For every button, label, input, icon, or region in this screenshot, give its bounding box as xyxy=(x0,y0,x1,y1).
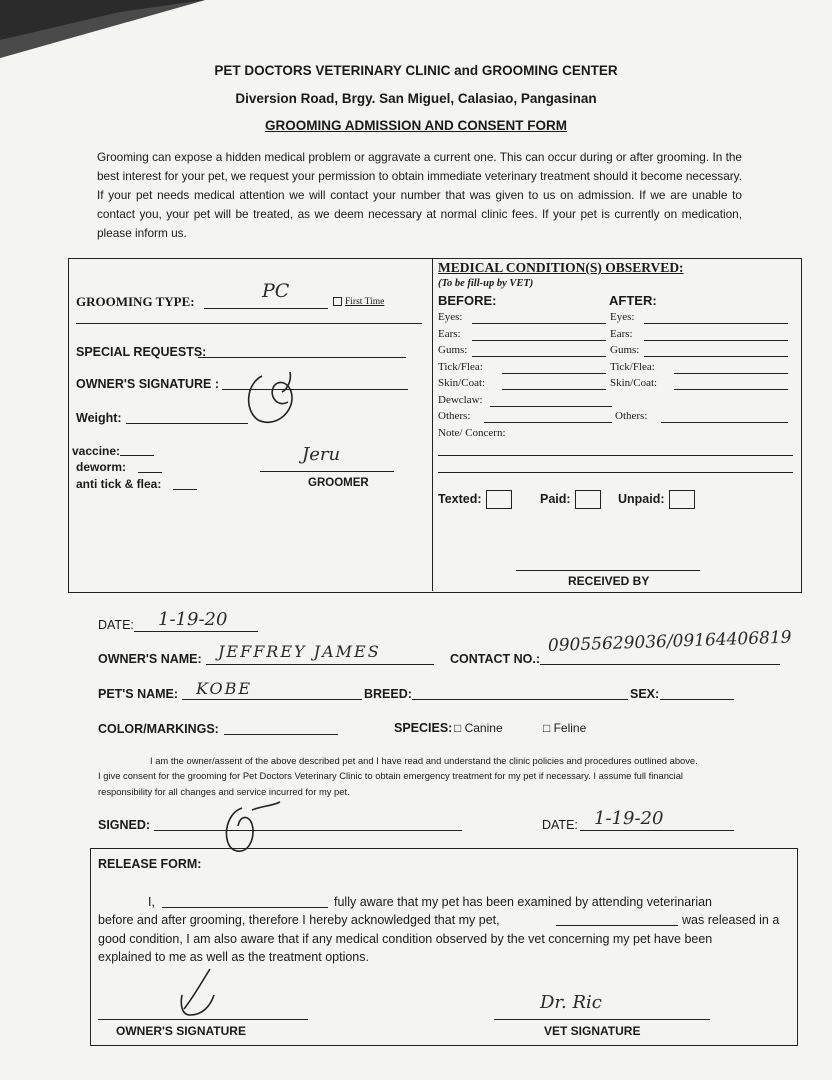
deworm-line[interactable] xyxy=(138,472,162,473)
consent-date-line xyxy=(580,830,734,831)
special-requests-label: SPECIAL REQUESTS: xyxy=(76,345,207,359)
release-pet-line[interactable] xyxy=(556,925,678,926)
texted-label: Texted: xyxy=(438,491,482,506)
after-item-label: Ears: xyxy=(610,328,633,340)
sex-label: SEX: xyxy=(630,687,660,701)
before-item-line[interactable] xyxy=(472,356,606,357)
release-owner-sig-line[interactable] xyxy=(98,1019,308,1020)
special-requests-line[interactable] xyxy=(198,357,406,358)
contact-value[interactable]: 09055629036/09164406819 xyxy=(547,627,792,656)
form-title: GROOMING ADMISSION AND CONSENT FORM xyxy=(265,118,567,133)
vet-signature-value[interactable]: Dr. Ric xyxy=(540,992,602,1013)
unpaid-field xyxy=(618,490,695,509)
after-item-label: Others: xyxy=(615,410,648,422)
owner-name-value[interactable]: JEFFREY JAMES xyxy=(218,642,381,661)
received-by-label: RECEIVED BY xyxy=(568,574,650,588)
consent-line-1: I am the owner/assent of the above described pet and I have read and understand the clinic policies and procedures outlined above. xyxy=(150,755,698,766)
note-line-2[interactable] xyxy=(438,472,793,473)
anti-tick-line[interactable] xyxy=(173,489,197,490)
signed-label: SIGNED: xyxy=(98,818,151,832)
vaccine-line[interactable] xyxy=(120,455,154,456)
contact-label: CONTACT NO.: xyxy=(450,652,541,666)
pet-name-label: PET'S NAME: xyxy=(98,687,179,701)
after-label: AFTER: xyxy=(609,293,657,308)
clinic-name: PET DOCTORS VETERINARY CLINIC and GROOMING CENTER xyxy=(214,63,618,78)
before-item-label: Eyes: xyxy=(438,311,463,323)
owner-signature-label: OWNER'S SIGNATURE : xyxy=(76,377,220,391)
before-item-label: Dewclaw: xyxy=(438,394,483,406)
consent-date-label: DATE: xyxy=(542,818,578,832)
canine-label: Canine xyxy=(464,721,503,735)
owner-signature-scribble xyxy=(240,362,310,430)
release-line-3: good condition, I am also aware that if any medical condition observed by the vet concerning my pet have been xyxy=(98,932,713,946)
after-item-line[interactable] xyxy=(644,340,788,341)
color-label: COLOR/MARKINGS: xyxy=(98,722,219,736)
signed-line[interactable] xyxy=(154,830,462,831)
unpaid-checkbox[interactable] xyxy=(669,490,695,509)
pet-name-value[interactable]: KOBE xyxy=(196,679,253,698)
after-item-line[interactable] xyxy=(661,422,788,423)
after-item-line[interactable] xyxy=(644,323,788,324)
release-owner-sig-label: OWNER'S SIGNATURE xyxy=(116,1024,246,1038)
grooming-type-label: GROOMING TYPE: xyxy=(76,294,195,309)
feline-box: □ xyxy=(543,721,554,735)
canine-option[interactable] xyxy=(454,721,503,735)
after-item-label: Tick/Flea: xyxy=(610,361,655,373)
date-label: DATE: xyxy=(98,618,134,632)
owner-name-label: OWNER'S NAME: xyxy=(98,652,202,666)
before-item-line[interactable] xyxy=(502,389,606,390)
pet-name-line xyxy=(182,699,362,700)
texted-field xyxy=(438,490,512,509)
texted-checkbox[interactable] xyxy=(486,490,512,509)
first-time-checkbox[interactable] xyxy=(333,297,384,307)
groomer-line xyxy=(260,471,394,472)
before-item-label: Gums: xyxy=(438,344,468,356)
after-item-line[interactable] xyxy=(644,356,788,357)
weight-line[interactable] xyxy=(126,423,248,424)
release-title: RELEASE FORM: xyxy=(98,857,202,871)
owner-name-line xyxy=(206,664,434,665)
color-line[interactable] xyxy=(224,734,338,735)
medical-subtitle: (To be fill-up by VET) xyxy=(438,278,534,289)
after-item-label: Skin/Coat: xyxy=(610,377,658,389)
before-item-label: Tick/Flea: xyxy=(438,361,483,373)
vaccine-label: vaccine: xyxy=(72,444,121,458)
deworm-label: deworm: xyxy=(76,460,127,474)
vet-signature-label: VET SIGNATURE xyxy=(544,1024,641,1038)
anti-tick-label: anti tick & flea: xyxy=(76,477,162,491)
medical-title: MEDICAL CONDITION(S) OBSERVED: xyxy=(438,260,684,275)
release-line-4: explained to me as well as the treatment options. xyxy=(98,950,369,964)
box-divider xyxy=(432,259,433,591)
canine-box: □ xyxy=(454,721,465,735)
grooming-extra-line xyxy=(76,323,422,324)
after-item-label: Gums: xyxy=(610,344,640,356)
unpaid-label: Unpaid: xyxy=(618,491,665,506)
date-value[interactable]: 1-19-20 xyxy=(158,609,228,630)
release-owner-scribble xyxy=(170,965,230,1020)
feline-option[interactable] xyxy=(543,721,586,735)
before-item-line[interactable] xyxy=(472,340,606,341)
paid-field xyxy=(540,490,601,509)
first-time-box[interactable] xyxy=(333,297,342,306)
intro-paragraph: Grooming can expose a hidden medical problem or aggravate a current one. This can occur during or after grooming. In the best interest for your pet, we request your permission to obtain immediate veterinary treatment should it become necessary. If your pet needs medical attention we will contact your number that was given to us on admission. If we are unable to contact you, your pet will be treated, as we deem necessary at normal clinic fees. If your pet is currently on medication, please inform us. xyxy=(97,150,742,240)
groomer-value[interactable]: Jeru xyxy=(302,444,341,465)
sex-line[interactable] xyxy=(660,699,734,700)
note-label: Note/ Concern: xyxy=(438,427,506,439)
vet-sig-line xyxy=(494,1019,710,1020)
weight-label: Weight: xyxy=(76,411,122,425)
date-line xyxy=(134,631,258,632)
after-item-line[interactable] xyxy=(674,373,788,374)
release-line-2-end: was released in a xyxy=(682,913,780,927)
before-item-label: Ears: xyxy=(438,328,461,340)
release-line-2-start: before and after grooming, therefore I hereby acknowledged that my pet, xyxy=(98,913,500,927)
before-item-line[interactable] xyxy=(472,323,606,324)
consent-line-3: responsibility for all changes and service incurred for my pet. xyxy=(98,786,350,797)
before-label: BEFORE: xyxy=(438,293,497,308)
contact-line xyxy=(540,664,780,665)
release-i: I, xyxy=(148,895,155,909)
consent-date-value[interactable]: 1-19-20 xyxy=(594,808,664,829)
breed-line[interactable] xyxy=(412,699,628,700)
feline-label: Feline xyxy=(553,721,587,735)
before-item-line[interactable] xyxy=(484,422,612,423)
release-name-line[interactable] xyxy=(162,907,328,908)
before-item-label: Others: xyxy=(438,410,471,422)
paper-fold-shadow xyxy=(0,0,220,70)
received-by-line[interactable] xyxy=(516,570,700,571)
grooming-type-line xyxy=(204,308,328,309)
breed-label: BREED: xyxy=(364,687,412,701)
grooming-type-value[interactable]: PC xyxy=(262,280,290,302)
groomer-label: GROOMER xyxy=(308,477,369,489)
after-item-line[interactable] xyxy=(674,389,788,390)
before-item-label: Skin/Coat: xyxy=(438,377,486,389)
before-item-line[interactable] xyxy=(502,373,606,374)
paid-label: Paid: xyxy=(540,491,571,506)
before-item-line[interactable] xyxy=(490,406,612,407)
species-label: SPECIES: xyxy=(394,721,453,735)
after-item-label: Eyes: xyxy=(610,311,635,323)
clinic-address: Diversion Road, Brgy. San Miguel, Calasiao, Pangasinan xyxy=(235,91,597,106)
note-line-1[interactable] xyxy=(438,455,793,456)
release-line-1: fully aware that my pet has been examined by attending veterinarian xyxy=(334,895,713,909)
consent-line-2: I give consent for the grooming for Pet Doctors Veterinary Clinic to obtain emergency treatment for my pet if necessary. I assume full financial xyxy=(98,770,683,781)
first-time-label: First Time xyxy=(345,297,385,307)
paid-checkbox[interactable] xyxy=(575,490,601,509)
